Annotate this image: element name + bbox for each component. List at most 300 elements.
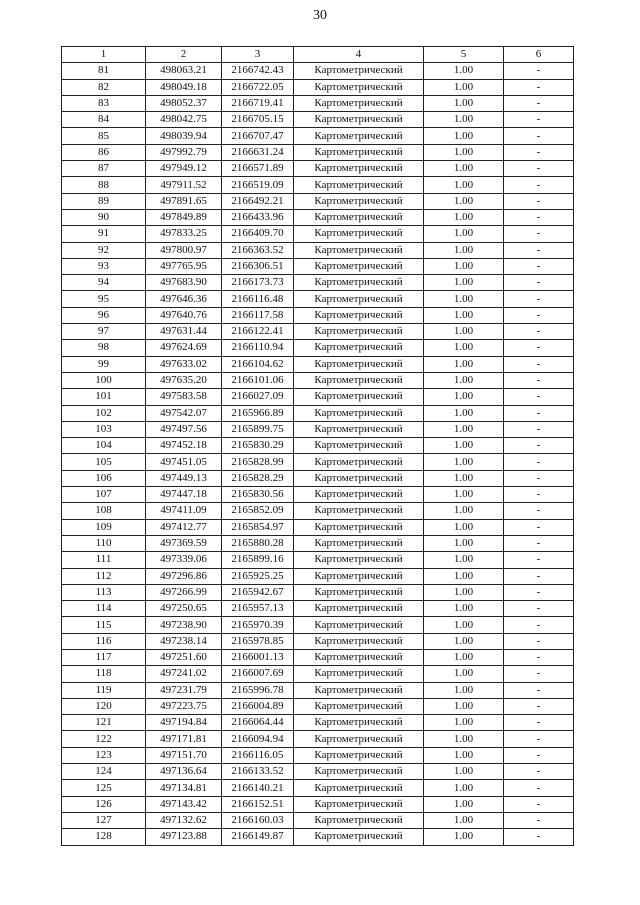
y-coordinate-cell: 2166409.70 bbox=[222, 226, 294, 242]
table-row bbox=[62, 79, 574, 95]
accuracy-cell: 1.00 bbox=[424, 193, 504, 209]
method-cell: Картометрический bbox=[294, 552, 424, 568]
x-coordinate-cell: 497992.79 bbox=[146, 144, 222, 160]
accuracy-cell: 1.00 bbox=[424, 128, 504, 144]
y-coordinate-cell: 2166492.21 bbox=[222, 193, 294, 209]
x-coordinate-cell: 498039.94 bbox=[146, 128, 222, 144]
column-header: 2 bbox=[146, 47, 222, 63]
point-number-cell: 105 bbox=[62, 454, 146, 470]
accuracy-cell: 1.00 bbox=[424, 649, 504, 665]
table-row bbox=[62, 95, 574, 111]
method-cell: Картометрический bbox=[294, 79, 424, 95]
table-row bbox=[62, 128, 574, 144]
method-cell: Картометрический bbox=[294, 242, 424, 258]
method-cell: Картометрический bbox=[294, 812, 424, 828]
table-body bbox=[62, 63, 574, 845]
table-row bbox=[62, 682, 574, 698]
accuracy-cell: 1.00 bbox=[424, 568, 504, 584]
point-number-cell: 82 bbox=[62, 79, 146, 95]
table-row bbox=[62, 193, 574, 209]
x-coordinate-cell: 497339.06 bbox=[146, 552, 222, 568]
x-coordinate-cell: 497497.56 bbox=[146, 421, 222, 437]
note-cell: - bbox=[504, 372, 574, 388]
method-cell: Картометрический bbox=[294, 193, 424, 209]
point-number-cell: 90 bbox=[62, 209, 146, 225]
column-header: 3 bbox=[222, 47, 294, 63]
table-row bbox=[62, 731, 574, 747]
coordinates-table bbox=[61, 46, 574, 846]
table-row bbox=[62, 552, 574, 568]
y-coordinate-cell: 2166160.03 bbox=[222, 812, 294, 828]
table-row bbox=[62, 405, 574, 421]
x-coordinate-cell: 497583.58 bbox=[146, 389, 222, 405]
accuracy-cell: 1.00 bbox=[424, 79, 504, 95]
accuracy-cell: 1.00 bbox=[424, 796, 504, 812]
x-coordinate-cell: 497151.70 bbox=[146, 747, 222, 763]
table-row bbox=[62, 666, 574, 682]
x-coordinate-cell: 497891.65 bbox=[146, 193, 222, 209]
accuracy-cell: 1.00 bbox=[424, 731, 504, 747]
method-cell: Картометрический bbox=[294, 454, 424, 470]
note-cell: - bbox=[504, 470, 574, 486]
accuracy-cell: 1.00 bbox=[424, 389, 504, 405]
note-cell: - bbox=[504, 144, 574, 160]
accuracy-cell: 1.00 bbox=[424, 291, 504, 307]
table-row bbox=[62, 291, 574, 307]
table-row bbox=[62, 780, 574, 796]
method-cell: Картометрический bbox=[294, 666, 424, 682]
x-coordinate-cell: 497452.18 bbox=[146, 438, 222, 454]
x-coordinate-cell: 498049.18 bbox=[146, 79, 222, 95]
point-number-cell: 102 bbox=[62, 405, 146, 421]
table-row bbox=[62, 226, 574, 242]
method-cell: Картометрический bbox=[294, 568, 424, 584]
note-cell: - bbox=[504, 829, 574, 845]
y-coordinate-cell: 2166001.13 bbox=[222, 649, 294, 665]
method-cell: Картометрический bbox=[294, 340, 424, 356]
accuracy-cell: 1.00 bbox=[424, 698, 504, 714]
point-number-cell: 106 bbox=[62, 470, 146, 486]
point-number-cell: 124 bbox=[62, 764, 146, 780]
x-coordinate-cell: 497631.44 bbox=[146, 324, 222, 340]
method-cell: Картометрический bbox=[294, 95, 424, 111]
method-cell: Картометрический bbox=[294, 258, 424, 274]
method-cell: Картометрический bbox=[294, 715, 424, 731]
table-row bbox=[62, 487, 574, 503]
table-row bbox=[62, 112, 574, 128]
x-coordinate-cell: 498063.21 bbox=[146, 63, 222, 79]
table-row bbox=[62, 584, 574, 600]
x-coordinate-cell: 497447.18 bbox=[146, 487, 222, 503]
note-cell: - bbox=[504, 487, 574, 503]
y-coordinate-cell: 2166719.41 bbox=[222, 95, 294, 111]
x-coordinate-cell: 497132.62 bbox=[146, 812, 222, 828]
accuracy-cell: 1.00 bbox=[424, 340, 504, 356]
note-cell: - bbox=[504, 340, 574, 356]
accuracy-cell: 1.00 bbox=[424, 764, 504, 780]
x-coordinate-cell: 497194.84 bbox=[146, 715, 222, 731]
accuracy-cell: 1.00 bbox=[424, 552, 504, 568]
table-row bbox=[62, 535, 574, 551]
point-number-cell: 119 bbox=[62, 682, 146, 698]
table-row bbox=[62, 568, 574, 584]
accuracy-cell: 1.00 bbox=[424, 307, 504, 323]
point-number-cell: 91 bbox=[62, 226, 146, 242]
point-number-cell: 89 bbox=[62, 193, 146, 209]
method-cell: Картометрический bbox=[294, 487, 424, 503]
method-cell: Картометрический bbox=[294, 682, 424, 698]
y-coordinate-cell: 2165828.99 bbox=[222, 454, 294, 470]
method-cell: Картометрический bbox=[294, 63, 424, 79]
point-number-cell: 97 bbox=[62, 324, 146, 340]
note-cell: - bbox=[504, 633, 574, 649]
x-coordinate-cell: 497136.64 bbox=[146, 764, 222, 780]
table-row bbox=[62, 617, 574, 633]
note-cell: - bbox=[504, 291, 574, 307]
point-number-cell: 88 bbox=[62, 177, 146, 193]
table-row bbox=[62, 829, 574, 845]
table-row bbox=[62, 144, 574, 160]
method-cell: Картометрический bbox=[294, 698, 424, 714]
y-coordinate-cell: 2166007.69 bbox=[222, 666, 294, 682]
method-cell: Картометрический bbox=[294, 438, 424, 454]
x-coordinate-cell: 497171.81 bbox=[146, 731, 222, 747]
method-cell: Картометрический bbox=[294, 731, 424, 747]
point-number-cell: 112 bbox=[62, 568, 146, 584]
point-number-cell: 109 bbox=[62, 519, 146, 535]
accuracy-cell: 1.00 bbox=[424, 617, 504, 633]
page-number: 30 bbox=[313, 8, 327, 23]
x-coordinate-cell: 497449.13 bbox=[146, 470, 222, 486]
accuracy-cell: 1.00 bbox=[424, 503, 504, 519]
point-number-cell: 104 bbox=[62, 438, 146, 454]
method-cell: Картометрический bbox=[294, 144, 424, 160]
point-number-cell: 101 bbox=[62, 389, 146, 405]
accuracy-cell: 1.00 bbox=[424, 682, 504, 698]
note-cell: - bbox=[504, 226, 574, 242]
table-row bbox=[62, 519, 574, 535]
x-coordinate-cell: 497849.89 bbox=[146, 209, 222, 225]
column-header: 6 bbox=[504, 47, 574, 63]
y-coordinate-cell: 2166064.44 bbox=[222, 715, 294, 731]
y-coordinate-cell: 2166306.51 bbox=[222, 258, 294, 274]
accuracy-cell: 1.00 bbox=[424, 666, 504, 682]
note-cell: - bbox=[504, 454, 574, 470]
point-number-cell: 85 bbox=[62, 128, 146, 144]
note-cell: - bbox=[504, 209, 574, 225]
y-coordinate-cell: 2166705.15 bbox=[222, 112, 294, 128]
table-row bbox=[62, 764, 574, 780]
table-row bbox=[62, 275, 574, 291]
accuracy-cell: 1.00 bbox=[424, 95, 504, 111]
y-coordinate-cell: 2166173.73 bbox=[222, 275, 294, 291]
note-cell: - bbox=[504, 128, 574, 144]
x-coordinate-cell: 497143.42 bbox=[146, 796, 222, 812]
x-coordinate-cell: 497640.76 bbox=[146, 307, 222, 323]
accuracy-cell: 1.00 bbox=[424, 633, 504, 649]
y-coordinate-cell: 2166094.94 bbox=[222, 731, 294, 747]
note-cell: - bbox=[504, 715, 574, 731]
table-row bbox=[62, 63, 574, 79]
accuracy-cell: 1.00 bbox=[424, 780, 504, 796]
y-coordinate-cell: 2166571.89 bbox=[222, 161, 294, 177]
note-cell: - bbox=[504, 242, 574, 258]
method-cell: Картометрический bbox=[294, 356, 424, 372]
note-cell: - bbox=[504, 112, 574, 128]
accuracy-cell: 1.00 bbox=[424, 242, 504, 258]
note-cell: - bbox=[504, 552, 574, 568]
table-row bbox=[62, 698, 574, 714]
accuracy-cell: 1.00 bbox=[424, 144, 504, 160]
point-number-cell: 99 bbox=[62, 356, 146, 372]
x-coordinate-cell: 497369.59 bbox=[146, 535, 222, 551]
x-coordinate-cell: 497266.99 bbox=[146, 584, 222, 600]
x-coordinate-cell: 497134.81 bbox=[146, 780, 222, 796]
method-cell: Картометрический bbox=[294, 372, 424, 388]
method-cell: Картометрический bbox=[294, 519, 424, 535]
point-number-cell: 110 bbox=[62, 535, 146, 551]
accuracy-cell: 1.00 bbox=[424, 324, 504, 340]
table-row bbox=[62, 389, 574, 405]
note-cell: - bbox=[504, 356, 574, 372]
table-row bbox=[62, 372, 574, 388]
y-coordinate-cell: 2166027.09 bbox=[222, 389, 294, 405]
accuracy-cell: 1.00 bbox=[424, 226, 504, 242]
method-cell: Картометрический bbox=[294, 112, 424, 128]
note-cell: - bbox=[504, 747, 574, 763]
method-cell: Картометрический bbox=[294, 601, 424, 617]
method-cell: Картометрический bbox=[294, 470, 424, 486]
point-number-cell: 84 bbox=[62, 112, 146, 128]
point-number-cell: 120 bbox=[62, 698, 146, 714]
x-coordinate-cell: 497250.65 bbox=[146, 601, 222, 617]
table-row bbox=[62, 470, 574, 486]
x-coordinate-cell: 497624.69 bbox=[146, 340, 222, 356]
method-cell: Картометрический bbox=[294, 307, 424, 323]
method-cell: Картометрический bbox=[294, 275, 424, 291]
point-number-cell: 116 bbox=[62, 633, 146, 649]
note-cell: - bbox=[504, 764, 574, 780]
table-header-row bbox=[62, 47, 574, 63]
x-coordinate-cell: 498042.75 bbox=[146, 112, 222, 128]
method-cell: Картометрический bbox=[294, 829, 424, 845]
point-number-cell: 114 bbox=[62, 601, 146, 617]
y-coordinate-cell: 2166104.62 bbox=[222, 356, 294, 372]
y-coordinate-cell: 2166117.58 bbox=[222, 307, 294, 323]
y-coordinate-cell: 2165899.75 bbox=[222, 421, 294, 437]
x-coordinate-cell: 497412.77 bbox=[146, 519, 222, 535]
y-coordinate-cell: 2165852.09 bbox=[222, 503, 294, 519]
y-coordinate-cell: 2165970.39 bbox=[222, 617, 294, 633]
method-cell: Картометрический bbox=[294, 405, 424, 421]
x-coordinate-cell: 497635.20 bbox=[146, 372, 222, 388]
table-row bbox=[62, 633, 574, 649]
note-cell: - bbox=[504, 796, 574, 812]
y-coordinate-cell: 2165830.56 bbox=[222, 487, 294, 503]
y-coordinate-cell: 2166742.43 bbox=[222, 63, 294, 79]
note-cell: - bbox=[504, 682, 574, 698]
y-coordinate-cell: 2166433.96 bbox=[222, 209, 294, 225]
x-coordinate-cell: 497911.52 bbox=[146, 177, 222, 193]
table-row bbox=[62, 747, 574, 763]
y-coordinate-cell: 2165966.89 bbox=[222, 405, 294, 421]
x-coordinate-cell: 497833.25 bbox=[146, 226, 222, 242]
accuracy-cell: 1.00 bbox=[424, 372, 504, 388]
x-coordinate-cell: 497241.02 bbox=[146, 666, 222, 682]
point-number-cell: 117 bbox=[62, 649, 146, 665]
note-cell: - bbox=[504, 584, 574, 600]
method-cell: Картометрический bbox=[294, 649, 424, 665]
column-header: 1 bbox=[62, 47, 146, 63]
y-coordinate-cell: 2166363.52 bbox=[222, 242, 294, 258]
note-cell: - bbox=[504, 568, 574, 584]
accuracy-cell: 1.00 bbox=[424, 275, 504, 291]
column-header: 5 bbox=[424, 47, 504, 63]
y-coordinate-cell: 2165925.25 bbox=[222, 568, 294, 584]
y-coordinate-cell: 2166110.94 bbox=[222, 340, 294, 356]
table-row bbox=[62, 454, 574, 470]
y-coordinate-cell: 2166101.06 bbox=[222, 372, 294, 388]
point-number-cell: 98 bbox=[62, 340, 146, 356]
table-row bbox=[62, 796, 574, 812]
accuracy-cell: 1.00 bbox=[424, 829, 504, 845]
point-number-cell: 113 bbox=[62, 584, 146, 600]
y-coordinate-cell: 2166631.24 bbox=[222, 144, 294, 160]
note-cell: - bbox=[504, 79, 574, 95]
x-coordinate-cell: 497251.60 bbox=[146, 649, 222, 665]
table-row bbox=[62, 356, 574, 372]
table-row bbox=[62, 715, 574, 731]
x-coordinate-cell: 497683.90 bbox=[146, 275, 222, 291]
x-coordinate-cell: 497238.90 bbox=[146, 617, 222, 633]
method-cell: Картометрический bbox=[294, 128, 424, 144]
accuracy-cell: 1.00 bbox=[424, 112, 504, 128]
method-cell: Картометрический bbox=[294, 584, 424, 600]
note-cell: - bbox=[504, 666, 574, 682]
x-coordinate-cell: 497231.79 bbox=[146, 682, 222, 698]
y-coordinate-cell: 2165830.29 bbox=[222, 438, 294, 454]
note-cell: - bbox=[504, 812, 574, 828]
y-coordinate-cell: 2166133.52 bbox=[222, 764, 294, 780]
point-number-cell: 122 bbox=[62, 731, 146, 747]
point-number-cell: 81 bbox=[62, 63, 146, 79]
point-number-cell: 87 bbox=[62, 161, 146, 177]
method-cell: Картометрический bbox=[294, 764, 424, 780]
x-coordinate-cell: 497223.75 bbox=[146, 698, 222, 714]
method-cell: Картометрический bbox=[294, 324, 424, 340]
accuracy-cell: 1.00 bbox=[424, 421, 504, 437]
x-coordinate-cell: 497296.86 bbox=[146, 568, 222, 584]
table-row bbox=[62, 324, 574, 340]
method-cell: Картометрический bbox=[294, 747, 424, 763]
y-coordinate-cell: 2166519.09 bbox=[222, 177, 294, 193]
table-row bbox=[62, 177, 574, 193]
note-cell: - bbox=[504, 405, 574, 421]
x-coordinate-cell: 497542.07 bbox=[146, 405, 222, 421]
x-coordinate-cell: 497646.36 bbox=[146, 291, 222, 307]
point-number-cell: 108 bbox=[62, 503, 146, 519]
table-row bbox=[62, 258, 574, 274]
note-cell: - bbox=[504, 177, 574, 193]
method-cell: Картометрический bbox=[294, 389, 424, 405]
point-number-cell: 126 bbox=[62, 796, 146, 812]
method-cell: Картометрический bbox=[294, 780, 424, 796]
y-coordinate-cell: 2166116.48 bbox=[222, 291, 294, 307]
y-coordinate-cell: 2166116.05 bbox=[222, 747, 294, 763]
table-row bbox=[62, 340, 574, 356]
note-cell: - bbox=[504, 95, 574, 111]
note-cell: - bbox=[504, 698, 574, 714]
y-coordinate-cell: 2166152.51 bbox=[222, 796, 294, 812]
accuracy-cell: 1.00 bbox=[424, 601, 504, 617]
accuracy-cell: 1.00 bbox=[424, 454, 504, 470]
accuracy-cell: 1.00 bbox=[424, 584, 504, 600]
point-number-cell: 92 bbox=[62, 242, 146, 258]
method-cell: Картометрический bbox=[294, 421, 424, 437]
accuracy-cell: 1.00 bbox=[424, 356, 504, 372]
point-number-cell: 93 bbox=[62, 258, 146, 274]
y-coordinate-cell: 2166004.89 bbox=[222, 698, 294, 714]
point-number-cell: 103 bbox=[62, 421, 146, 437]
x-coordinate-cell: 497765.95 bbox=[146, 258, 222, 274]
point-number-cell: 127 bbox=[62, 812, 146, 828]
point-number-cell: 115 bbox=[62, 617, 146, 633]
note-cell: - bbox=[504, 503, 574, 519]
accuracy-cell: 1.00 bbox=[424, 161, 504, 177]
point-number-cell: 121 bbox=[62, 715, 146, 731]
method-cell: Картометрический bbox=[294, 291, 424, 307]
method-cell: Картометрический bbox=[294, 209, 424, 225]
accuracy-cell: 1.00 bbox=[424, 177, 504, 193]
accuracy-cell: 1.00 bbox=[424, 715, 504, 731]
note-cell: - bbox=[504, 649, 574, 665]
accuracy-cell: 1.00 bbox=[424, 747, 504, 763]
table-row bbox=[62, 209, 574, 225]
accuracy-cell: 1.00 bbox=[424, 258, 504, 274]
column-header: 4 bbox=[294, 47, 424, 63]
x-coordinate-cell: 497633.02 bbox=[146, 356, 222, 372]
note-cell: - bbox=[504, 519, 574, 535]
x-coordinate-cell: 498052.37 bbox=[146, 95, 222, 111]
point-number-cell: 107 bbox=[62, 487, 146, 503]
note-cell: - bbox=[504, 535, 574, 551]
accuracy-cell: 1.00 bbox=[424, 405, 504, 421]
accuracy-cell: 1.00 bbox=[424, 470, 504, 486]
method-cell: Картометрический bbox=[294, 226, 424, 242]
table-row bbox=[62, 307, 574, 323]
note-cell: - bbox=[504, 258, 574, 274]
table-row bbox=[62, 649, 574, 665]
y-coordinate-cell: 2165854.97 bbox=[222, 519, 294, 535]
y-coordinate-cell: 2165899.16 bbox=[222, 552, 294, 568]
point-number-cell: 95 bbox=[62, 291, 146, 307]
x-coordinate-cell: 497949.12 bbox=[146, 161, 222, 177]
note-cell: - bbox=[504, 193, 574, 209]
y-coordinate-cell: 2166707.47 bbox=[222, 128, 294, 144]
point-number-cell: 86 bbox=[62, 144, 146, 160]
point-number-cell: 118 bbox=[62, 666, 146, 682]
table-row bbox=[62, 812, 574, 828]
method-cell: Картометрический bbox=[294, 633, 424, 649]
y-coordinate-cell: 2166122.41 bbox=[222, 324, 294, 340]
note-cell: - bbox=[504, 275, 574, 291]
method-cell: Картометрический bbox=[294, 535, 424, 551]
note-cell: - bbox=[504, 421, 574, 437]
point-number-cell: 111 bbox=[62, 552, 146, 568]
note-cell: - bbox=[504, 307, 574, 323]
point-number-cell: 128 bbox=[62, 829, 146, 845]
note-cell: - bbox=[504, 324, 574, 340]
